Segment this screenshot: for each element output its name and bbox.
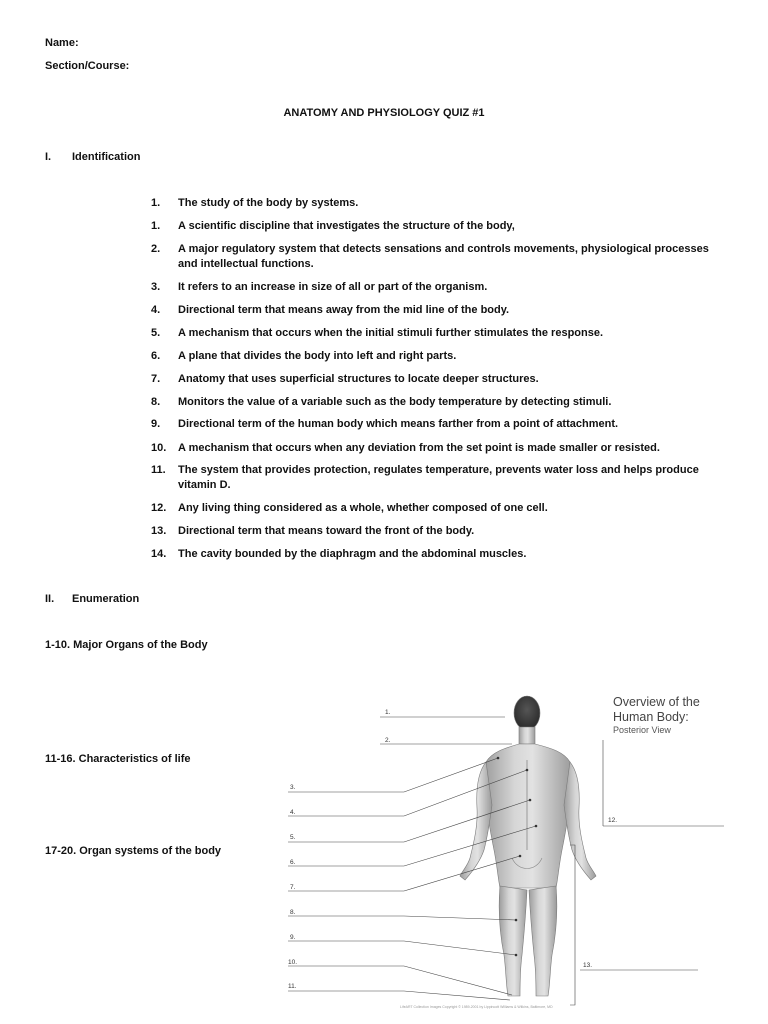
question-number: 4. [151, 304, 161, 316]
question-number: 5. [151, 327, 161, 339]
figure-label-11: 11. [288, 983, 297, 990]
question-text: A mechanism that occurs when any deviation from the set point is made smaller or resisted. [178, 442, 660, 454]
question-text: A mechanism that occurs when the initial stimuli further stimulates the response. [178, 327, 604, 339]
right-leg [529, 886, 557, 996]
figure-label-7: 7. [290, 884, 296, 891]
figure-title-line2: Human Body: [613, 710, 689, 724]
section-title: Identification [72, 151, 141, 163]
section-title: Enumeration [72, 593, 140, 605]
figure-subtitle: Posterior View [613, 725, 671, 735]
figure-credit: LifeART Collection Images Copyright © 1989-2001 by Lippincott Williams & Wilkins, Baltimore, MD [400, 1005, 553, 1009]
body-silhouette [460, 696, 596, 996]
question-text: Monitors the value of a variable such as the body temperature by detecting stimuli. [178, 396, 612, 408]
question-number: 9. [151, 418, 161, 430]
section-numeral: II. [45, 593, 55, 605]
figure-label-1: 1. [385, 709, 391, 716]
head [514, 696, 540, 730]
question-number: 12. [151, 502, 167, 514]
question-number: 8. [151, 396, 161, 408]
name-label: Name: [45, 37, 79, 49]
figure-label-6: 6. [290, 859, 296, 866]
question-text: A major regulatory system that detects sensations and controls movements, physiological processes and intellectual functions. [178, 243, 709, 270]
question-text: It refers to an increase in size of all or part of the organism. [178, 281, 488, 293]
question-text: Directional term of the human body which means farther from a point of attachment. [178, 418, 619, 430]
right-arm [564, 762, 596, 880]
question-text: A scientific discipline that investigates the structure of the body, [178, 220, 515, 232]
question-number: 10. [151, 442, 167, 454]
question-number: 6. [151, 350, 161, 362]
question-number: 7. [151, 373, 161, 385]
figure-label-4: 4. [290, 809, 296, 816]
section-course-label: Section/Course: [45, 60, 130, 72]
figure-label-9: 9. [290, 934, 296, 941]
question-number: 1. [151, 220, 161, 232]
question-text: The study of the body by systems. [178, 197, 359, 209]
question-number: 1. [151, 197, 161, 209]
enum-organ-systems-label: 17-20. Organ systems of the body [45, 845, 222, 857]
question-text: The cavity bounded by the diaphragm and the abdominal muscles. [178, 548, 527, 560]
figure-label-5: 5. [290, 834, 296, 841]
enum-major-organs-label: 1-10. Major Organs of the Body [45, 639, 208, 651]
question-text: Directional term that means toward the front of the body. [178, 525, 475, 537]
figure-title-line1: Overview of the [613, 695, 700, 709]
figure-label-13: 13. [583, 962, 593, 969]
section-numeral: I. [45, 151, 52, 163]
question-text: Any living thing considered as a whole, whether composed of one cell. [178, 502, 548, 514]
left-arm [460, 762, 492, 880]
figure-label-12: 12. [608, 817, 618, 824]
question-number: 11. [151, 464, 166, 476]
figure-label-3: 3. [290, 784, 296, 791]
figure-label-8: 8. [290, 909, 296, 916]
figure-label-2: 2. [385, 737, 391, 744]
question-number: 13. [151, 525, 167, 537]
question-number: 14. [151, 548, 167, 560]
question-text: A plane that divides the body into left and right parts. [178, 350, 457, 362]
question-number: 3. [151, 281, 161, 293]
neck [519, 727, 535, 744]
figure-label-10: 10. [288, 959, 298, 966]
torso [484, 744, 573, 888]
page-title: ANATOMY AND PHYSIOLOGY QUIZ #1 [283, 107, 485, 119]
question-text: Directional term that means away from the mid line of the body. [178, 304, 510, 316]
question-number: 2. [151, 243, 161, 255]
enum-characteristics-label: 11-16. Characteristics of life [45, 753, 191, 765]
question-text: The system that provides protection, regulates temperature, prevents water loss and helps produce vitamin D. [178, 464, 699, 491]
left-leg [499, 886, 527, 996]
question-text: Anatomy that uses superficial structures to locate deeper structures. [178, 373, 539, 385]
